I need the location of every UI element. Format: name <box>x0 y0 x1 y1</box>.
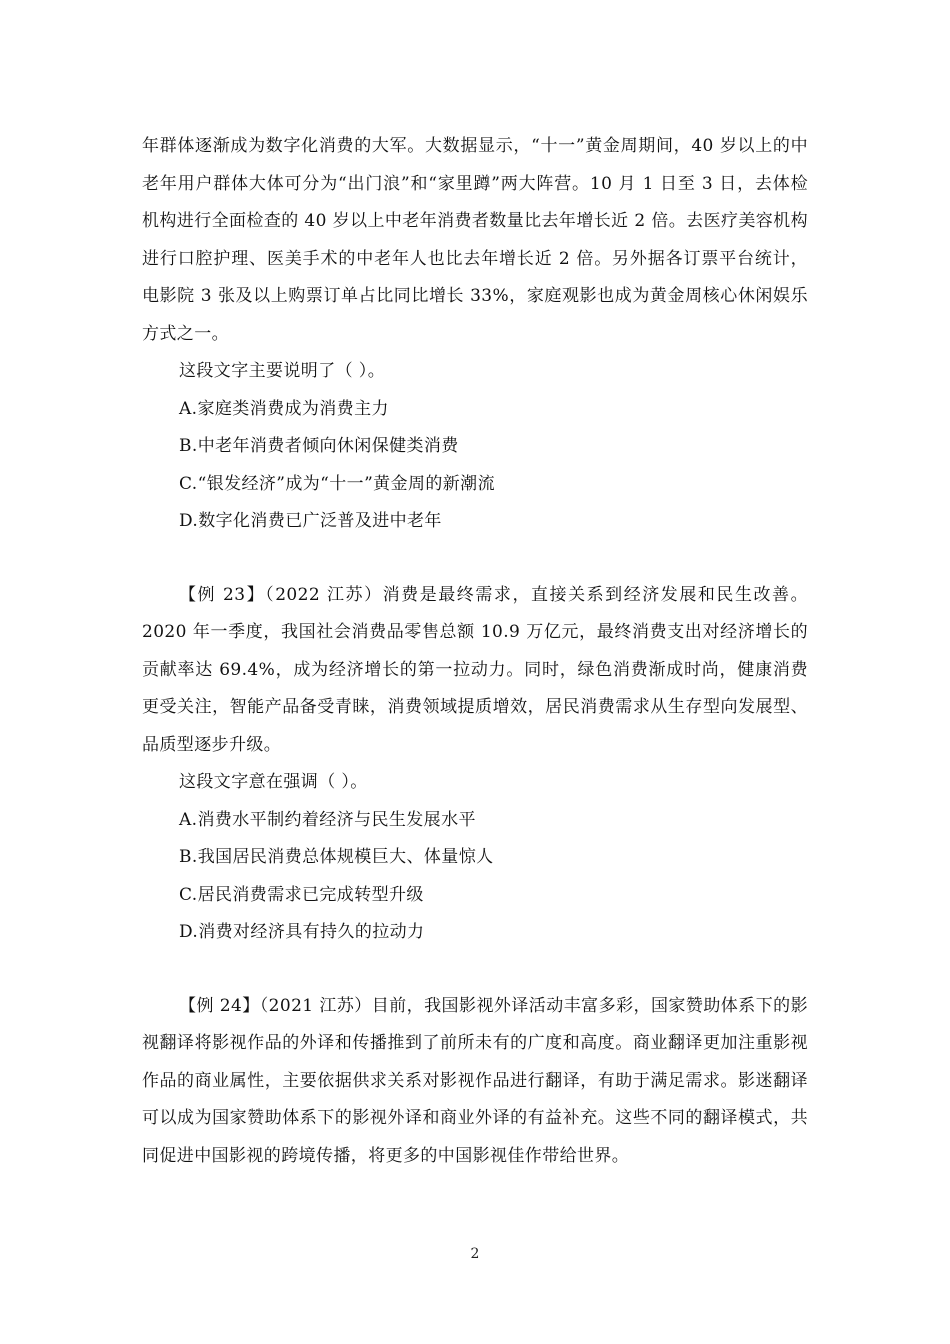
page-number: 2 <box>470 1246 480 1262</box>
example-23-option-c: C.居民消费需求已完成转型升级 <box>179 884 424 905</box>
answer-option-b: B.中老年消费者倾向休闲保健类消费 <box>179 436 459 456</box>
answer-option-a: A.家庭类消费成为消费主力 <box>179 398 389 419</box>
example-24-paragraph: 【例 24】（2021 江苏）目前，我国影视外译活动丰富多彩，国家赞助体系下的影视翻译将影视作品的外译和传播推到了前所未有的广度和高度。商业翻译更加注重影视作品的商业属性，主要依据供求关系对影视作品进行翻译，有助于满足需求。影迷翻译可以成为国家赞助体系下的影视外译和商业外译的有益补充。这些不同的翻译模式，共同促进中国影视的跨境传播，将更多的中国影视佳作带给世界。 <box>142 995 808 1166</box>
passage-paragraph: 年群体逐渐成为数字化消费的大军。大数据显示，“十一”黄金周期间，40 岁以上的中老年用户群体大体可分为“出门浪”和“家里蹲”两大阵营。10 月 1 日至 3 日，去体检机构进行全面检查的 40 岁以上中老年消费者数量比去年增长近 2 倍。去医疗美容机构进行口腔护理、医美手术的中老年人也比去年增长近 2 倍。另外据各订票平台统计，电影院 3 张及以上购票订单占比同比增长 33%，家庭观影也成为黄金周核心休闲娱乐方式之一。 <box>142 136 808 344</box>
section-gap <box>142 541 808 577</box>
section-gap <box>142 952 808 988</box>
answer-option-d: D.数字化消费已广泛普及进中老年 <box>179 511 442 531</box>
question-stem: 这段文字主要说明了（ ）。 <box>179 361 386 381</box>
example-23-option-b: B.我国居民消费总体规模巨大、体量惊人 <box>179 847 494 867</box>
example-23-question: 这段文字意在强调（ ）。 <box>179 772 368 792</box>
example-23-option-d: D.消费对经济具有持久的拉动力 <box>179 922 425 942</box>
page-content <box>142 128 808 1175</box>
example-23-paragraph: 【例 23】（2022 江苏）消费是最终需求，直接关系到经济发展和民生改善。2020 年一季度，我国社会消费品零售总额 10.9 万亿元，最终消费支出对经济增长的贡献率达 69.4%，成为经济增长的第一拉动力。同时，绿色消费渐成时尚，健康消费更受关注，智能产品备受青睐，消费领域提质增效，居民消费需求从生存型向发展型、品质型逐步升级。 <box>142 584 808 755</box>
answer-option-c: C.“银发经济”成为“十一”黄金周的新潮流 <box>179 473 495 494</box>
example-23-option-a: A.消费水平制约着经济与民生发展水平 <box>179 809 476 830</box>
